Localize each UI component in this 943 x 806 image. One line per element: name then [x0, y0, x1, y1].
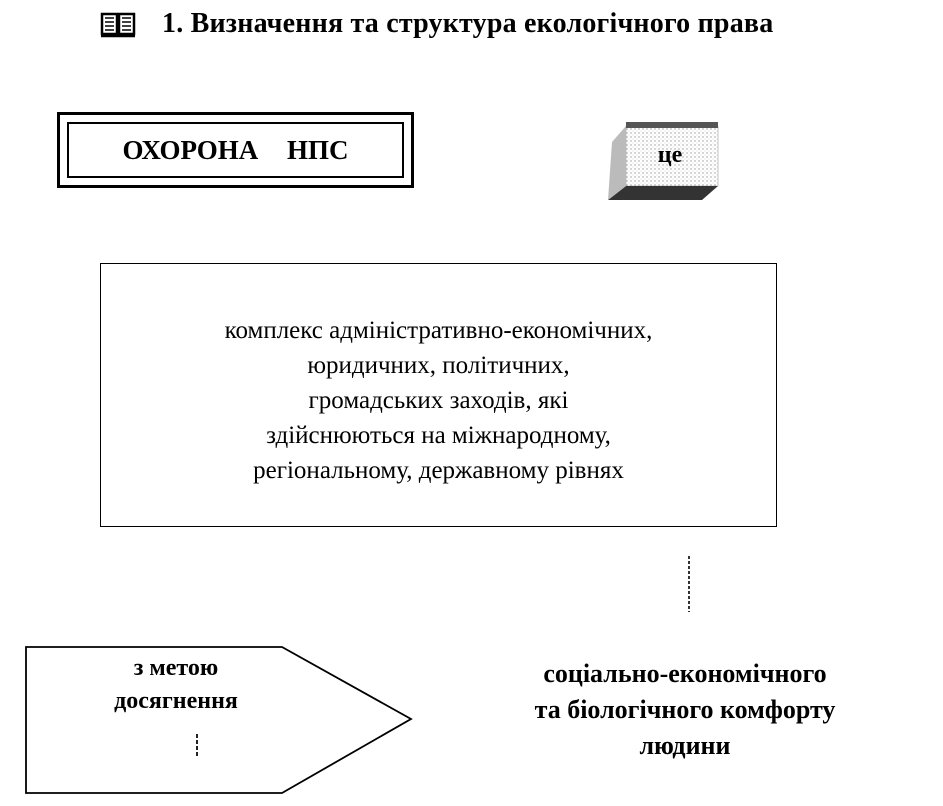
definition-line: комплекс адміністративно-економічних,: [224, 316, 653, 344]
section-heading: [100, 8, 773, 40]
definition-line: регіональному, державному рівнях: [253, 456, 624, 484]
definition-line: громадських заходів, які: [308, 386, 569, 414]
goal-line: людини: [639, 731, 731, 760]
connector-dashes: [686, 556, 692, 612]
open-book-icon: [100, 10, 136, 38]
connector-label: це: [657, 142, 683, 168]
definition-text: [225, 303, 653, 488]
subject-box-label: ОХОРОНА НПС: [122, 134, 349, 165]
purpose-line: досягнення: [114, 688, 238, 714]
purpose-arrow-text: [56, 652, 296, 718]
subject-box: [57, 112, 414, 188]
tick-mark: [195, 734, 199, 756]
purpose-line: з метою: [133, 655, 219, 681]
definition-box: [100, 263, 777, 527]
heading-title: 1. Визначення та структура екологічного права: [162, 8, 774, 39]
goal-line: соціально-економічного: [543, 659, 827, 688]
subject-box-inner: [67, 122, 404, 178]
goal-text: [480, 656, 890, 764]
goal-line: та біологічного комфорту: [534, 695, 836, 724]
definition-line: юридичних, політичних,: [307, 351, 570, 379]
definition-line: здійснюються на міжнародному,: [266, 421, 611, 449]
